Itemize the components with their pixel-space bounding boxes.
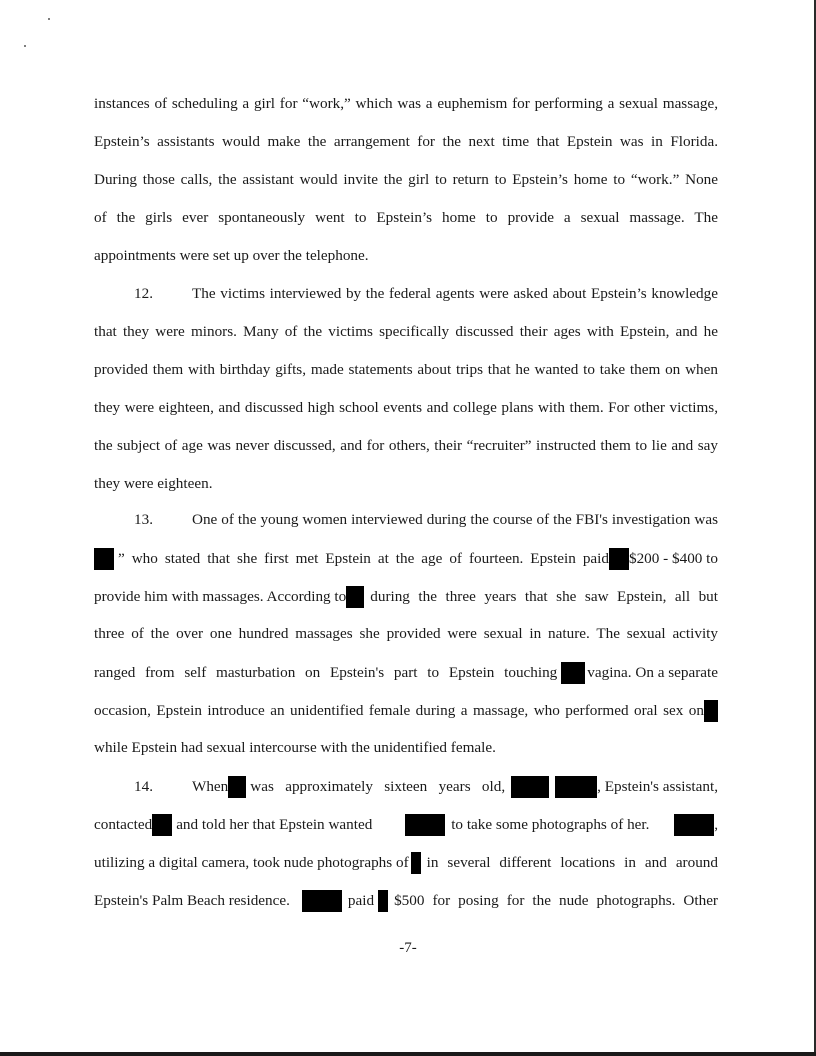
text-segment: $500 for posing for the nude photographs. Other bbox=[394, 892, 718, 909]
redaction-box bbox=[411, 852, 421, 874]
redaction-box bbox=[228, 776, 246, 798]
text-line: provided them with birthday gifts, made statements about trips that he wanted to take them on when bbox=[94, 361, 718, 378]
text-segment: to take some photographs of her. bbox=[451, 816, 650, 833]
scan-speck bbox=[24, 45, 26, 47]
text-line bbox=[94, 700, 718, 722]
redaction-box bbox=[561, 662, 585, 684]
text-line: they were eighteen. bbox=[94, 475, 213, 492]
text-segment: vagina. On a separate bbox=[587, 664, 718, 681]
paragraph-number: 13. bbox=[134, 511, 153, 528]
text-line bbox=[94, 662, 718, 684]
redaction-box bbox=[704, 700, 718, 722]
redaction-box bbox=[405, 814, 445, 836]
paragraph-14-first-line bbox=[94, 776, 718, 798]
redaction-box bbox=[511, 776, 549, 798]
text-line: three of the over one hundred massages she provided were sexual in nature. The sexual activity bbox=[94, 625, 718, 642]
redaction-box bbox=[378, 890, 388, 912]
page-bottom-edge bbox=[0, 1052, 816, 1056]
text-segment: during the three years that she saw Epstein, all but bbox=[370, 588, 718, 605]
text-line: During those calls, the assistant would invite the girl to return to Epstein’s home to “work.” None bbox=[94, 171, 718, 188]
text-line: while Epstein had sexual intercourse with the unidentified female. bbox=[94, 739, 496, 756]
text-segment: Epstein's Palm Beach residence. bbox=[94, 892, 290, 909]
text-line: instances of scheduling a girl for “work,” which was a euphemism for performing a sexual massage, bbox=[94, 95, 718, 112]
text-segment: occasion, Epstein introduce an unidentified female during a massage, who performed oral sex on bbox=[94, 702, 704, 719]
paragraph-12-first-line bbox=[94, 284, 718, 304]
text-line: they were eighteen, and discussed high school events and college plans with them. For other victims, bbox=[94, 399, 718, 416]
redaction-box bbox=[152, 814, 172, 836]
redaction-box bbox=[94, 548, 114, 570]
redaction-box bbox=[302, 890, 342, 912]
text-segment: When bbox=[192, 778, 229, 795]
text-segment: , bbox=[714, 816, 719, 833]
text-line bbox=[94, 586, 718, 608]
paragraph-13-first-line bbox=[94, 510, 718, 530]
redaction-box bbox=[674, 814, 714, 836]
text-segment: in several different locations in and around bbox=[426, 854, 718, 871]
text-segment: paid bbox=[347, 892, 375, 909]
paragraph-number: 14. bbox=[134, 778, 153, 795]
text-line bbox=[94, 852, 718, 874]
redaction-box bbox=[609, 548, 629, 570]
text-line: of the girls ever spontaneously went to Epstein’s home to provide a sexual massage. The bbox=[94, 209, 718, 226]
text-line bbox=[94, 814, 718, 836]
text-line: that they were minors. Many of the victims specifically discussed their ages with Epstein, and he bbox=[94, 323, 718, 340]
paragraph-number: 12. bbox=[134, 285, 153, 302]
text-segment: One of the young women interviewed during the course of the FBI's investigation was bbox=[192, 511, 718, 528]
text-segment: ranged from self masturbation on Epstein's part to Epstein touching bbox=[94, 664, 558, 681]
page-number: -7- bbox=[399, 940, 417, 956]
text-segment: , Epstein's assistant, bbox=[597, 778, 718, 795]
text-line: appointments were set up over the telephone. bbox=[94, 247, 369, 264]
redaction-box bbox=[555, 776, 597, 798]
text-segment: ” who stated that she first met Epstein at the age of fourteen. Epstein paid bbox=[118, 550, 609, 567]
text-line bbox=[94, 890, 718, 912]
text-segment: was approximately sixteen years old, bbox=[250, 778, 506, 795]
text-line: the subject of age was never discussed, and for others, their “recruiter” instructed them to lie and say bbox=[94, 437, 718, 454]
text-segment: utilizing a digital camera, took nude photographs of bbox=[94, 854, 409, 871]
text-segment: provide him with massages. According to bbox=[94, 588, 347, 605]
redaction-box bbox=[346, 586, 364, 608]
scan-speck bbox=[48, 18, 50, 20]
text-segment: contacted bbox=[94, 816, 153, 833]
text-line bbox=[94, 548, 718, 570]
text-segment: and told her that Epstein wanted bbox=[176, 816, 373, 833]
text-segment: $200 - $400 to bbox=[628, 550, 718, 567]
text-line: Epstein’s assistants would make the arrangement for the next time that Epstein was in Florida. bbox=[94, 133, 718, 150]
text-segment: The victims interviewed by the federal agents were asked about Epstein’s knowledge bbox=[192, 285, 718, 302]
